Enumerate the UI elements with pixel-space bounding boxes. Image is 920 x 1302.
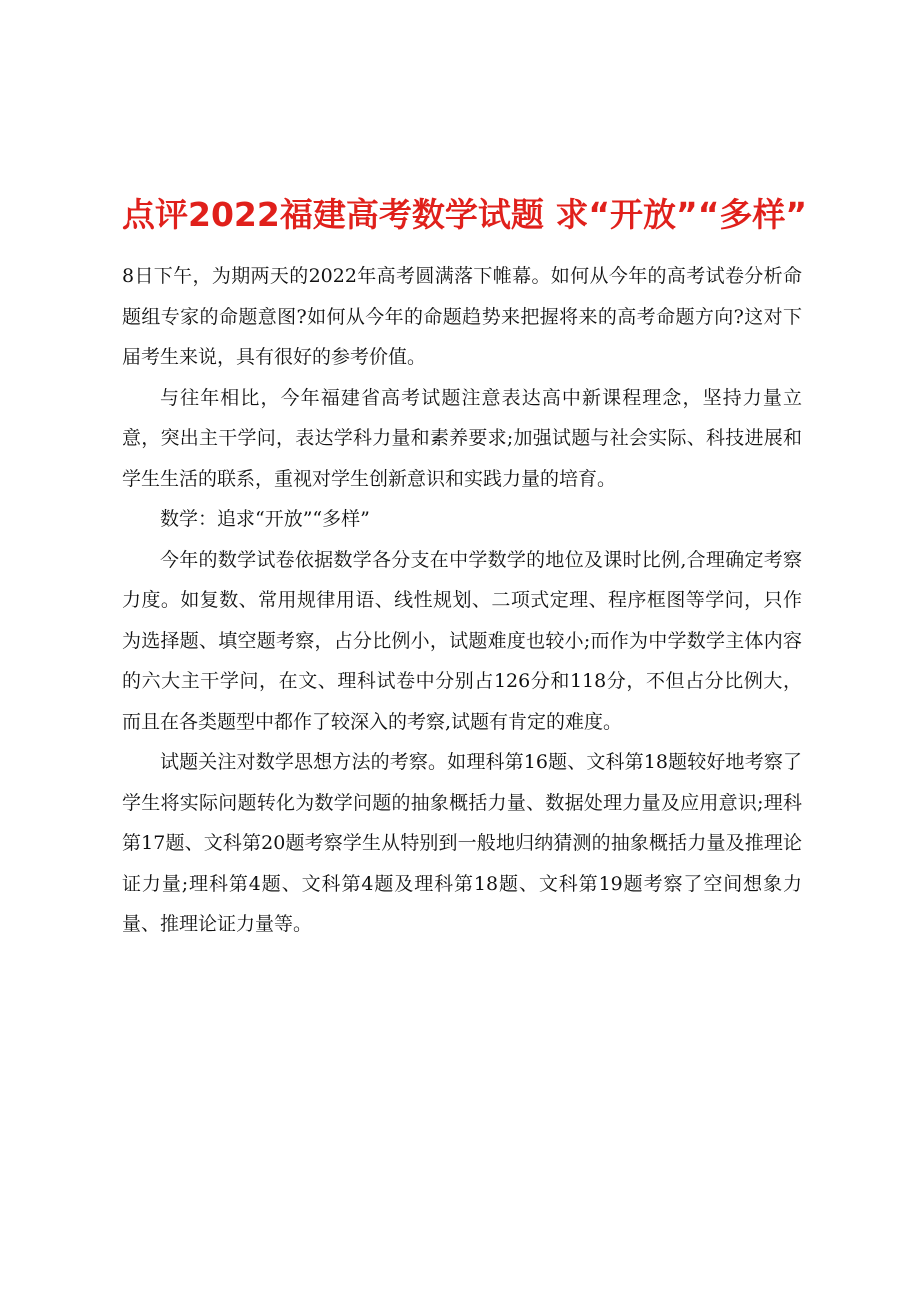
paragraph-intro: 8日下午，为期两天的2022年高考圆满落下帷幕。如何从今年的高考试卷分析命题组专家的命题意图?如何从今年的命题趋势来把握将来的高考命题方向?这对下届考生来说，具有很好的参考价值。 (122, 265, 802, 368)
section-heading-math: 数学：追求“开放”“多样” (160, 508, 370, 530)
paragraph-exam-structure: 今年的数学试卷依据数学各分支在中学数学的地位及课时比例,合理确定考察力度。如复数、常用规律用语、线性规划、二项式定理、程序框图等学问，只作为选择题、填空题考察，占分比例小，试题难度也较小;而作为中学数学主体内容的六大主干学问，在文、理科试卷中分别占126分和118分，不但占分比例大，而且在各类题型中都作了较深入的考察,试题有肯定的难度。 (122, 548, 802, 733)
document-body (122, 256, 802, 945)
paragraph-math-thinking: 试题关注对数学思想方法的考察。如理科第16题、文科第18题较好地考察了学生将实际问题转化为数学问题的抽象概括力量、数据处理力量及应用意识;理科第17题、文科第20题考察学生从特别到一般地归纳猜测的抽象概括力量及推理论证力量;理科第4题、文科第4题及理科第18题、文科第19题考察了空间想象力量、推理论证力量等。 (122, 751, 802, 935)
paragraph-comparison: 与往年相比，今年福建省高考试题注意表达高中新课程理念，坚持力量立意，突出主干学问，表达学科力量和素养要求;加强试题与社会实际、科技进展和学生生活的联系，重视对学生创新意识和实践力量的培育。 (122, 386, 802, 490)
document-title: 点评2022福建高考数学试题 求“开放”“多样” (122, 195, 808, 234)
